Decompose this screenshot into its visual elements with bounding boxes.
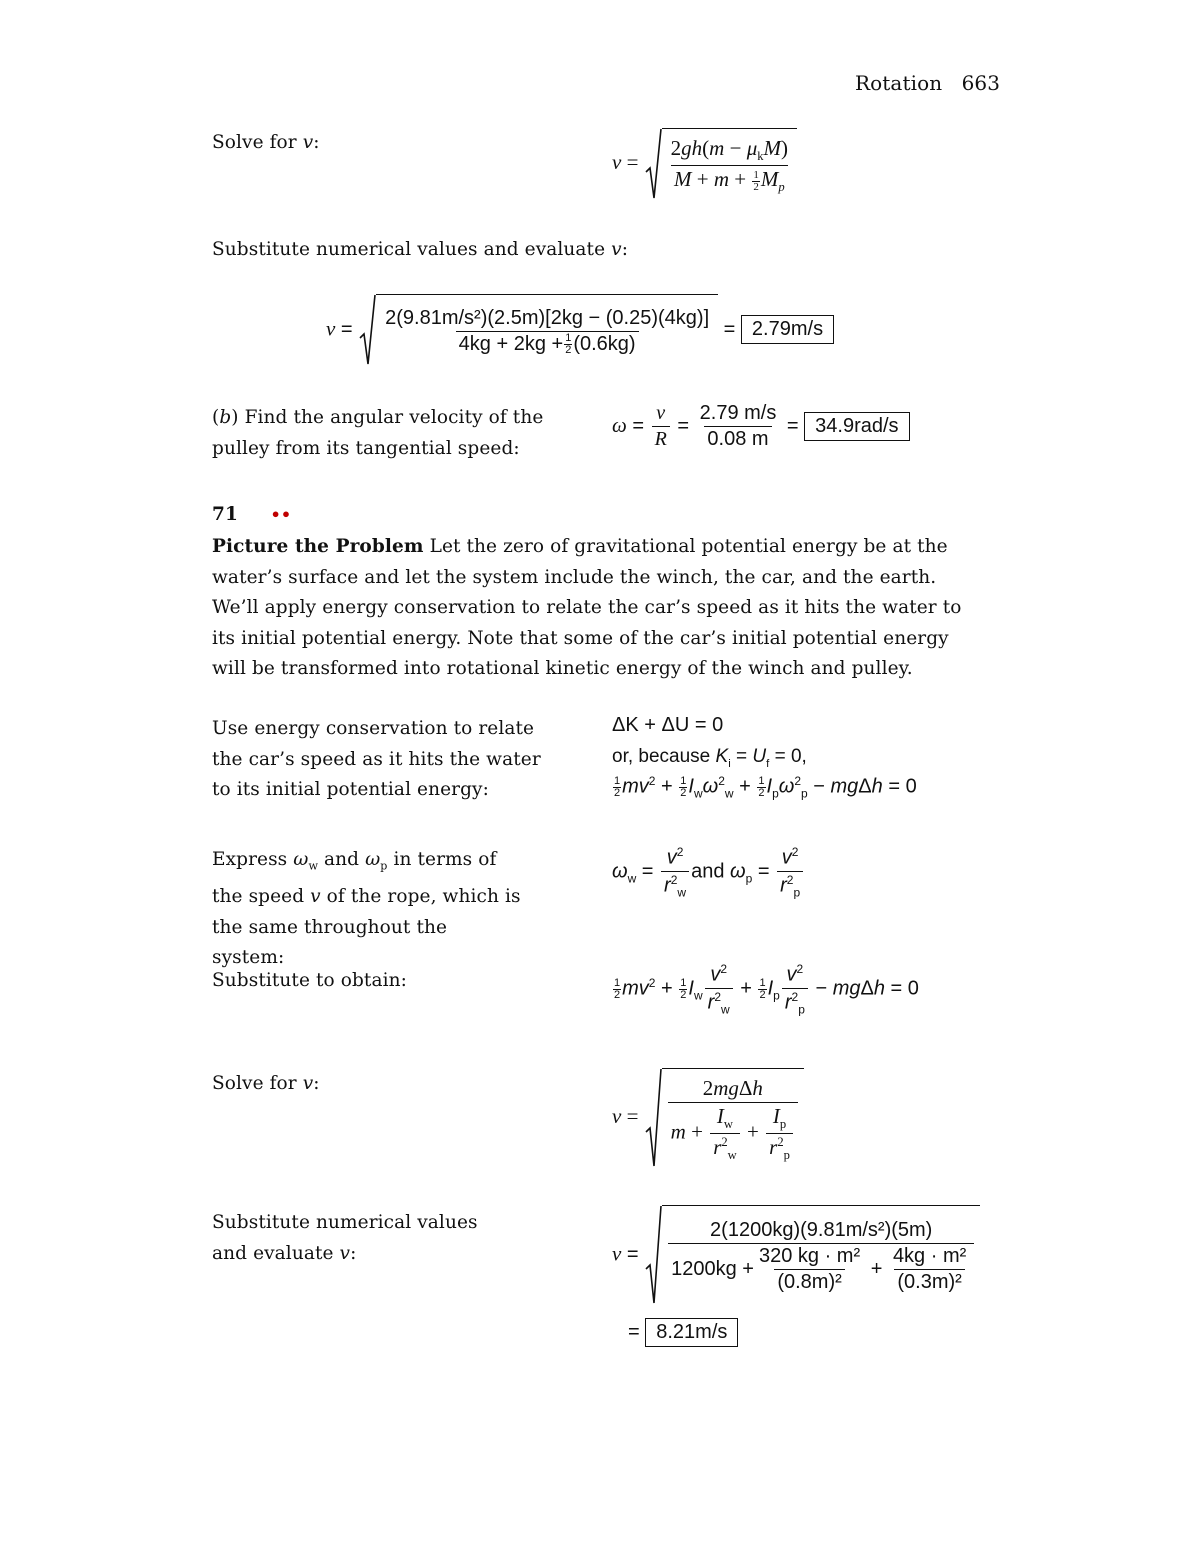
step7-label: Solve for v: — [212, 1073, 320, 1094]
step2-equation: v = 2(9.81m/s²)(2.5m)[2kg − (0.25)(4kg)] 4kg + 2kg + $\frac{1}{2}$ (0.6kg) = 2.79m/s — [326, 294, 834, 366]
step5-equation: $\omega_w$ = $\frac{v^2}{r^2_w}$ and $\omega_p$ = $\frac{v^2}{r^2_p}$ — [612, 845, 805, 899]
difficulty-indicator: •• — [270, 505, 292, 524]
step5-label: Express $\omega_w$ and $\omega_p$ in terms of the speed v of the rope, which is the same throughout the system: — [212, 849, 521, 969]
step8-label: Substitute numerical values and evaluate v: — [212, 1212, 478, 1264]
step4-eq2: or, because $K_i = U_f = 0$, — [612, 746, 807, 770]
step6-equation: $\frac{1}{2}$ $mv^2$ + $\frac{1}{2}$ $I_w$ $\frac{v^2}{r^2_w}$ + $\frac{1}{2}$ $I_p$ $\frac{v^2}{r^2_p}$ − mgΔh = 0 — [614, 962, 919, 1017]
step4-eq1: ΔK + ΔU = 0 — [612, 714, 724, 736]
step8-equation: v = 2(1200kg)(9.81m/s²)(5m) 1200kg + $\frac{\text{320 kg · m²}}{\text{(0.8m)²}}$ + $\frac{\text{4kg · m²}}{\text{(0.3m)²}}$ — [612, 1205, 980, 1305]
result-box: 8.21m/s — [645, 1318, 738, 1347]
step4-label: Use energy conservation to relate the car’s speed as it hits the water to its initial potential energy: — [212, 718, 541, 800]
step3-equation: ω = $\frac{v}{R}$ = $\frac{2.79 m/s}{0.08 m}$ = 34.9rad/s — [612, 402, 910, 451]
result-box: 2.79m/s — [741, 315, 834, 344]
step1-equation: v = $2gh(m - \mu_kM)$ M + m + $\frac{1}{2}$ $M_p$ — [612, 128, 797, 200]
problem-statement — [212, 532, 972, 685]
sqrt-sign: $2gh(m - \mu_kM)$ M + m + $\frac{1}{2}$ $M_p$ — [644, 128, 797, 200]
sqrt-sign: 2mgΔh m + $\frac{I_w}{r^2_w}$ + $\frac{I_p}{r^2_p}$ — [644, 1068, 804, 1168]
sqrt-sign: 2(9.81m/s²)(2.5m)[2kg − (0.25)(4kg)] 4kg + 2kg + $\frac{1}{2}$ (0.6kg) — [358, 294, 718, 366]
step8-result: = 8.21m/s — [628, 1318, 738, 1347]
result-box: 34.9rad/s — [804, 412, 909, 441]
page-number: 663 — [961, 71, 1001, 95]
step3-label: (b) Find the angular velocity of the pulley from its tangential speed: — [212, 407, 544, 459]
step1-label: Solve for v: — [212, 132, 320, 153]
problem-heading: Picture the Problem — [212, 536, 424, 557]
step7-equation: v = 2mgΔh m + $\frac{I_w}{r^2_w}$ + $\frac{I_p}{r^2_p}$ — [612, 1068, 804, 1168]
step6-label: Substitute to obtain: — [212, 970, 407, 991]
step4-eq3: $\frac{1}{2}$ $mv^2$ + $\frac{1}{2}$ $I_w\omega^2_w$ + $\frac{1}{2}$ $I_p\omega^2_p - mg\Delta h = 0$ — [614, 774, 917, 801]
problem-text: Let the zero of gravitational potential energy be at the water’s surface and let the system include the winch, the car, and the earth. We’ll apply energy conservation to relate the car’s speed as it hits the water to its initial potential energy. Note that some of the car’s initial potential energy will be transformed into rotational kinetic energy of the winch and pulley. — [212, 536, 962, 679]
sqrt-sign: 2(1200kg)(9.81m/s²)(5m) 1200kg + $\frac{\text{320 kg · m²}}{\text{(0.8m)²}}$ + $\frac{\text{4kg · m²}}{\text{(0.3m)²}}$ — [644, 1205, 980, 1305]
running-header — [855, 68, 1000, 99]
chapter-title: Rotation — [855, 71, 943, 95]
problem-number: 71 •• — [212, 504, 292, 525]
step2-label: Substitute numerical values and evaluate v: — [212, 239, 629, 260]
